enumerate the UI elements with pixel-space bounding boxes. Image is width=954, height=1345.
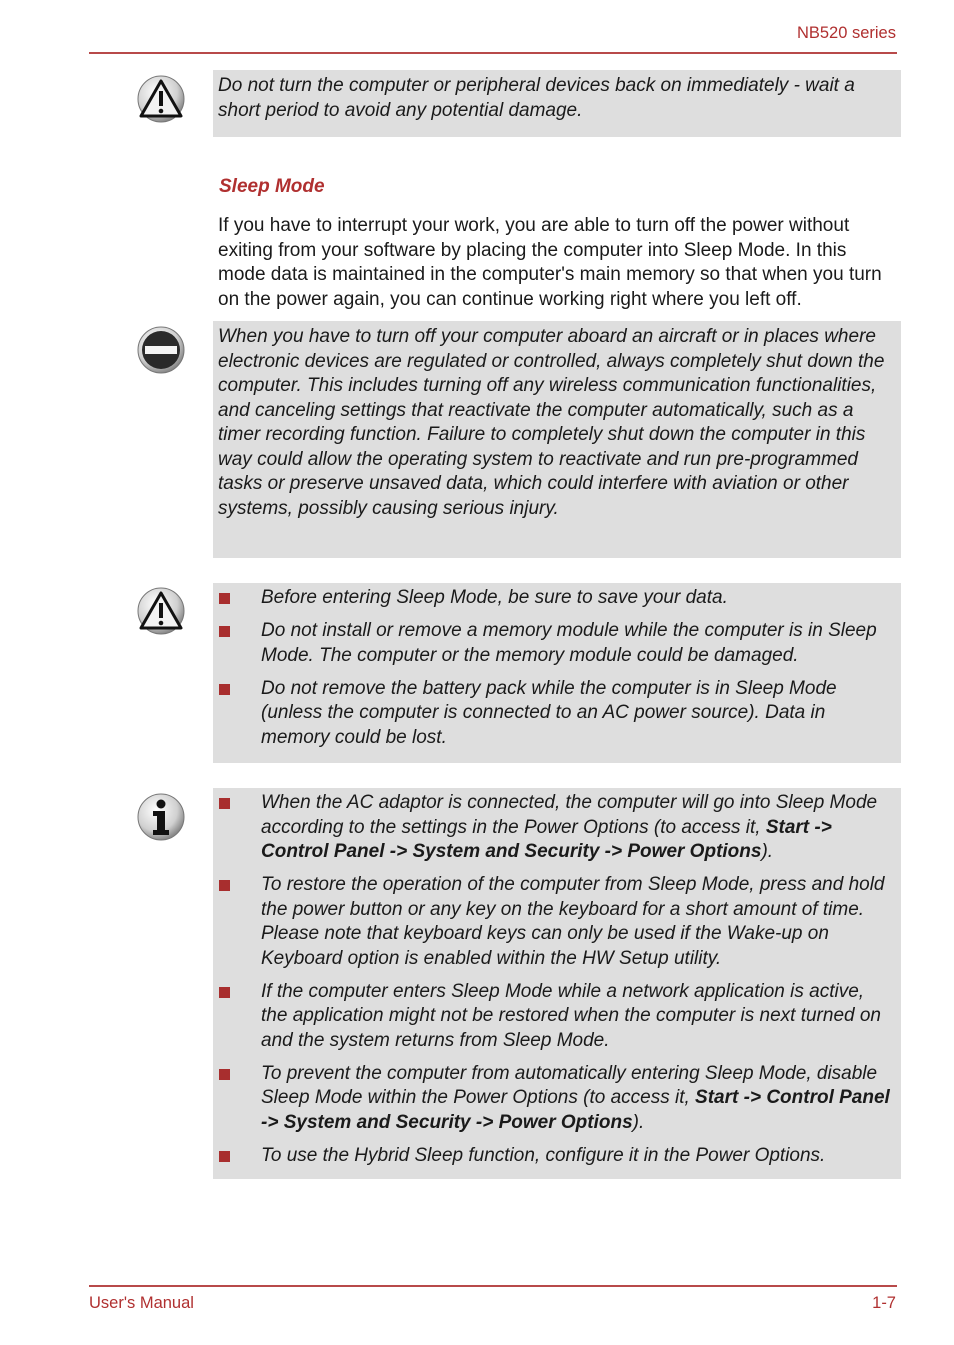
section-title: Sleep Mode [219,176,325,197]
bullet-icon [219,798,230,809]
list-item: Do not remove the battery pack while the computer is in Sleep Mode (unless the computer is connected to an AC power source). Data in memory could be lost. [213,677,893,751]
list-item: To restore the operation of the computer from Sleep Mode, press and hold the power button or any key on the keyboard for a short amount of time. Please note that keyboard keys can only be used if the Wake-up on Keyboard option is enabled within the HW Setup utility. [213,873,893,971]
list-item: Do not install or remove a memory module while the computer is in Sleep Mode. The computer or the memory module could be damaged. [213,619,893,668]
prohibition-icon [136,325,186,375]
footer-rule [89,1285,897,1287]
section-body: If you have to interrupt your work, you are able to turn off the power without exiting from your software by placing the computer into Sleep Mode. In this mode data is maintained in the computer's main memory so that when you turn on the power again, you can continue working right where you left off. [218,215,882,310]
list-item: When the AC adaptor is connected, the computer will go into Sleep Mode according to the settings in the Power Options (to access it, Start -> Control Panel -> System and Security -> Power Options). [213,791,893,865]
footer-manual-label: User's Manual [89,1294,194,1312]
info-list [213,791,893,1168]
prohibition-text: When you have to turn off your computer aboard an aircraft or in places where electronic devices are regulated or controlled, always completely shut down the computer. This includes turning off any wireless communication functionalities, and canceling settings that reactivate the computer automatically, such as a timer recording function. Failure to completely shut down the computer in this way could allow the operating system to reactivate and run pre-programmed tasks or preserve unsaved data, which could interfere with aviation or other systems, possibly causing serious injury. [218,326,885,519]
caution-icon [136,586,186,636]
caution-icon [136,74,186,124]
bullet-icon [219,880,230,891]
prohibition-note [213,321,901,558]
header-series: NB520 series [796,24,896,42]
bullet-icon [219,626,230,637]
info-icon [136,792,186,842]
page-number: 1-7 [872,1294,896,1312]
list-item: If the computer enters Sleep Mode while a network application is active, the application might not be restored when the computer is next turned on and the system returns from Sleep Mode. [213,980,893,1054]
caution-note [213,70,901,137]
bullet-icon [219,1069,230,1080]
bullet-icon [219,987,230,998]
caution-text: Do not turn the computer or peripheral devices back on immediately - wait a short period to avoid any potential damage. [218,75,855,121]
bullet-icon [219,684,230,695]
info-note [213,788,901,1179]
caution-list-note [213,583,901,763]
caution-list [213,586,893,750]
bullet-icon [219,1151,230,1162]
list-item: To use the Hybrid Sleep function, configure it in the Power Options. [213,1144,893,1169]
list-item: Before entering Sleep Mode, be sure to save your data. [213,586,893,611]
bullet-icon [219,593,230,604]
header-rule [89,52,897,54]
menu-path: Start -> Control Panel -> System and Security -> Power Options [261,1087,890,1133]
menu-path: Start -> Control Panel -> System and Security -> Power Options [261,816,832,862]
list-item: To prevent the computer from automatically entering Sleep Mode, disable Sleep Mode within the Power Options (to access it, Start -> Control Panel -> System and Security -> Power Options). [213,1062,893,1136]
